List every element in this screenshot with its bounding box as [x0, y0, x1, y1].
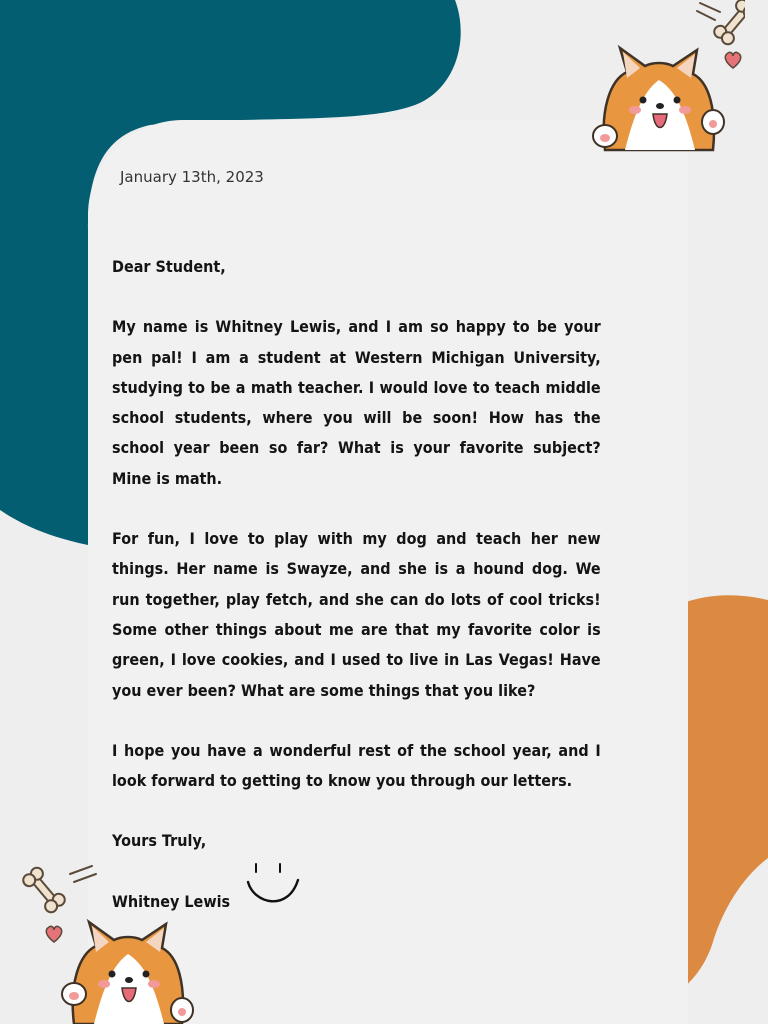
paragraph-2: For fun, I love to play with my dog and teach her new things. Her name is Swayze, and she is a hound dog. We run together, play fetch, and she can do lots of cool tricks! Some other things about me are that my favorite color is green, I love cookies, and I used to live in Las Vegas! Have you ever been? What are some things that you like? [112, 529, 601, 700]
bone-icon [712, 0, 745, 47]
corgi-icon [593, 48, 724, 150]
corgi-top-decoration [585, 0, 745, 155]
heart-icon [725, 52, 740, 68]
signature: Whitney Lewis [112, 891, 231, 911]
greeting: Dear Student, [112, 257, 226, 276]
letter-date: January 13th, 2023 [120, 168, 264, 186]
letter-body [112, 252, 601, 917]
paragraph-1: My name is Whitney Lewis, and I am so happy to be your pen pal! I am a student at Western Michigan University, studying to be a math teacher. I would love to teach middle school students, where you will be soon! How has the school year been so far? What is your favorite subject? Mine is math. [112, 317, 601, 488]
corgi-bottom-decoration [14, 860, 214, 1024]
heart-icon [46, 926, 61, 942]
closing: Yours Truly, [112, 831, 207, 851]
bone-icon [21, 865, 67, 914]
corgi-icon [62, 922, 193, 1024]
paragraph-3: I hope you have a wonderful rest of the school year, and I look forward to getting to know you through our letters. [112, 740, 601, 791]
smiley-icon [244, 860, 304, 914]
